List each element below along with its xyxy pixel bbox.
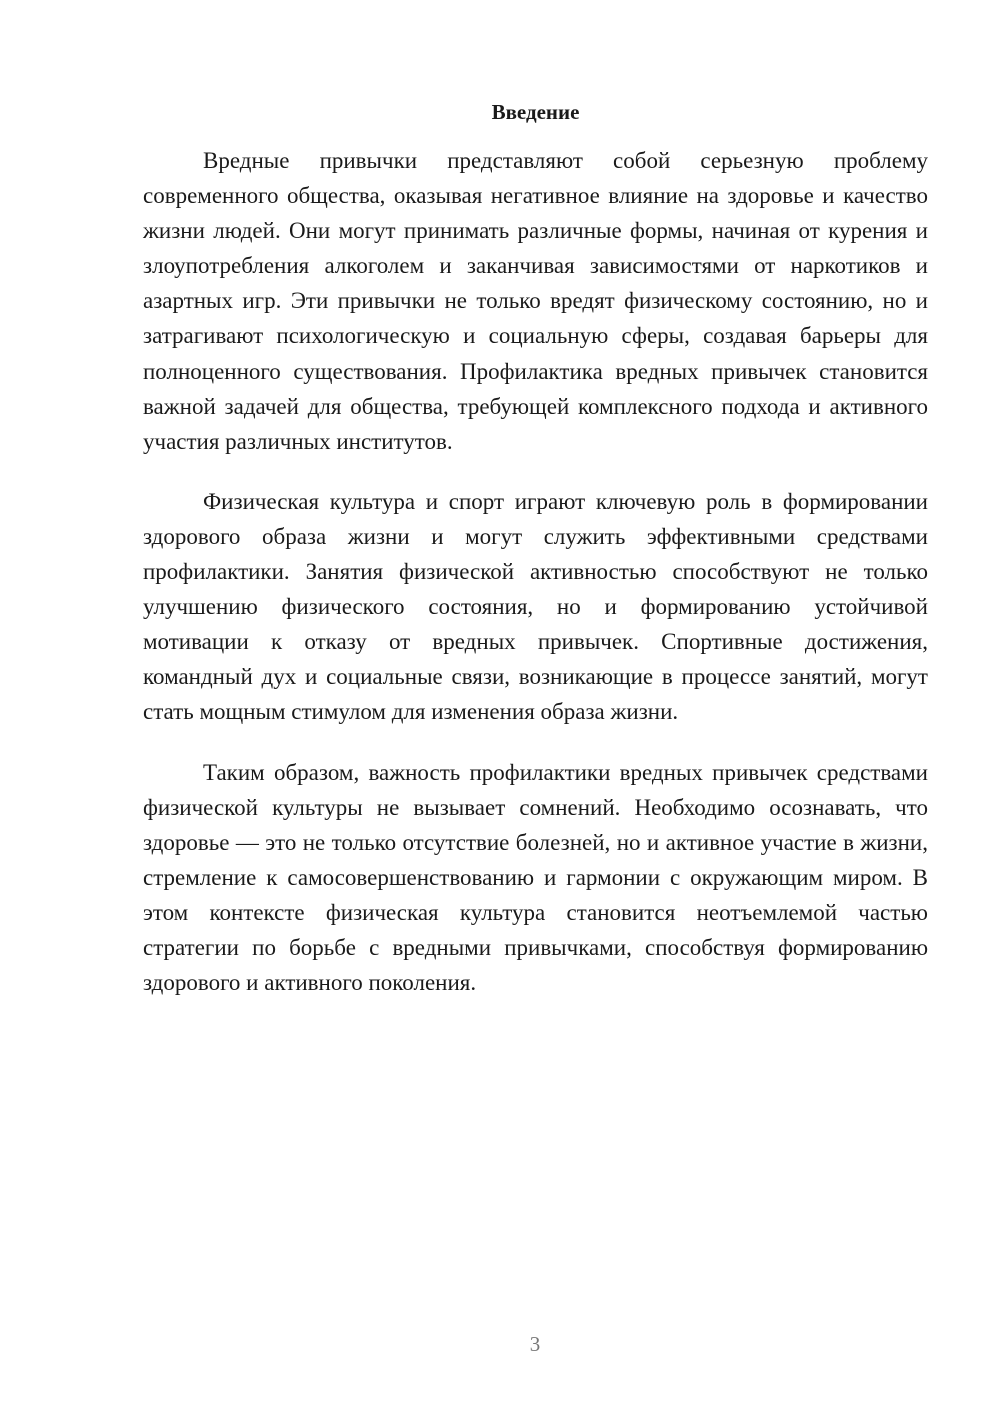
paragraph-2: Физическая культура и спорт играют ключевую роль в формировании здорового образа жизни и могут служить эффективными средствами профилактики. Занятия физической активностью способствуют не только улучшению физического состояния, но и формированию устойчивой мотивации к отказу от вредных привычек. Спортивные достижения, командный дух и социальные связи, возникающие в процессе занятий, могут стать мощным стимулом для изменения образа жизни. — [143, 488, 928, 725]
document-body — [143, 143, 928, 1025]
paragraph-3: Таким образом, важность профилактики вредных привычек средствами физической культуры не вызывает сомнений. Необходимо осознавать, что здоровье — это не только отсутствие болезней, но и активное участие в жизни, стремление к самосовершенствованию и гармонии с окружающим миром. В этом контексте физическая культура становится неотъемлемой частью стратегии по борьбе с вредными привычками, способствуя формированию здорового и активного поколения. — [143, 759, 928, 996]
page-title: Введение — [491, 100, 580, 124]
page-number: 3 — [529, 1332, 541, 1356]
paragraph-1: Вредные привычки представляют собой серьезную проблему современного общества, оказывая негативное влияние на здоровье и качество жизни людей. Они могут принимать различные формы, начиная от курения и злоупотребления алкоголем и заканчивая зависимостями от наркотиков и азартных игр. Эти привычки не только вредят физическому состоянию, но и затрагивают психологическую и социальную сферы, создавая барьеры для полноценного существования. Профилактика вредных привычек становится важной задачей для общества, требующей комплексного подхода и активного участия различных институтов. — [143, 148, 928, 454]
